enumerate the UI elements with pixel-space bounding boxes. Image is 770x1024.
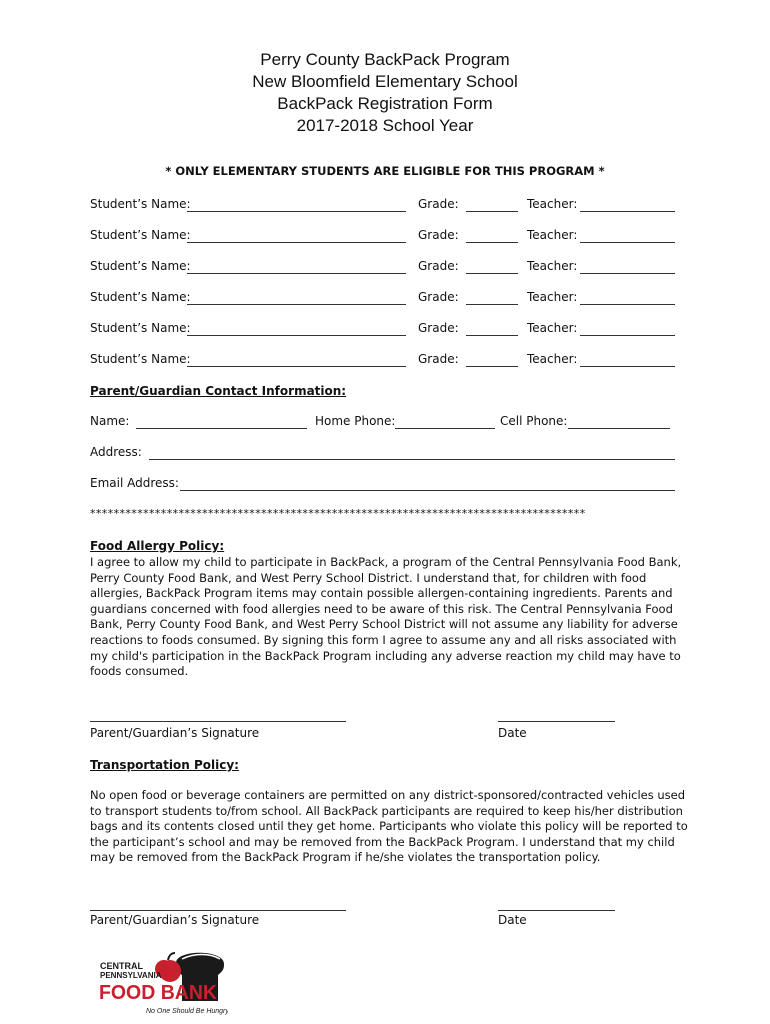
grade-field[interactable] — [466, 335, 518, 336]
grade-label: Grade: — [418, 197, 459, 211]
email-label: Email Address: — [90, 476, 179, 490]
allergy-signature-label: Parent/Guardian’s Signature — [90, 726, 260, 740]
grade-field[interactable] — [466, 366, 518, 367]
teacher-field[interactable] — [580, 366, 675, 367]
grade-label: Grade: — [418, 352, 459, 366]
grade-label: Grade: — [418, 321, 459, 335]
transportation-heading: Transportation Policy: — [90, 758, 239, 772]
cell-phone-label: Cell Phone: — [500, 414, 568, 428]
student-name-field[interactable] — [187, 366, 406, 367]
teacher-field[interactable] — [580, 242, 675, 243]
teacher-field[interactable] — [580, 273, 675, 274]
student-name-field[interactable] — [187, 335, 406, 336]
grade-label: Grade: — [418, 290, 459, 304]
student-name-label: Student’s Name: — [90, 197, 191, 211]
student-name-label: Student’s Name: — [90, 290, 191, 304]
student-name-field[interactable] — [187, 304, 406, 305]
school-year: 2017-2018 School Year — [296, 116, 474, 135]
student-name-label: Student’s Name: — [90, 321, 191, 335]
teacher-field[interactable] — [580, 335, 675, 336]
student-name-label: Student’s Name: — [90, 259, 191, 273]
school-name: New Bloomfield Elementary School — [252, 72, 518, 91]
grade-field[interactable] — [466, 211, 518, 212]
allergy-date-label: Date — [498, 726, 527, 740]
email-field[interactable] — [180, 490, 675, 491]
teacher-label: Teacher: — [527, 259, 578, 273]
transport-signature-label: Parent/Guardian’s Signature — [90, 913, 260, 927]
teacher-label: Teacher: — [527, 352, 578, 366]
cell-phone-field[interactable] — [568, 428, 670, 429]
contact-heading: Parent/Guardian Contact Information: — [90, 384, 347, 398]
food-allergy-heading: Food Allergy Policy: — [90, 539, 225, 553]
food-bank-logo — [98, 945, 228, 1017]
transportation-text: No open food or beverage containers are permitted on any district-sponsored/contracted vehicles used to transport students to/from school. All BackPack participants are required to keep his/her distribution bags and its contents closed until they get home. Participants who violate this policy will be reported to the participant’s school and may be removed from the BackPack Program. I understand that my child may be removed from the BackPack Program if he/she violates the transportation policy. — [90, 788, 688, 865]
allergy-date-field[interactable] — [498, 721, 615, 722]
logo-line2: PENNSYLVANIA — [100, 971, 162, 980]
home-phone-field[interactable] — [395, 428, 495, 429]
student-name-label: Student’s Name: — [90, 228, 191, 242]
teacher-label: Teacher: — [527, 290, 578, 304]
logo-tagline: No One Should Be Hungry — [146, 1008, 228, 1015]
allergy-signature-field[interactable] — [90, 721, 346, 722]
eligibility-notice: * ONLY ELEMENTARY STUDENTS ARE ELIGIBLE FOR THIS PROGRAM * — [165, 164, 605, 178]
food-bank-logo-graphic — [98, 945, 228, 1017]
teacher-label: Teacher: — [527, 228, 578, 242]
transport-date-field[interactable] — [498, 910, 615, 911]
home-phone-label: Home Phone: — [315, 414, 396, 428]
teacher-label: Teacher: — [527, 197, 578, 211]
food-allergy-text: I agree to allow my child to participate in BackPack, a program of the Central Pennsylvania Food Bank, Perry County Food Bank, and West Perry School District. I understand that, for children with food allergies, BackPack Program items may contain possible allergen-containing ingredients. Parents and guardians concerned with food allergies need to be aware of this risk. The Central Pennsylvania Food Bank, Perry County Food Bank, and West Perry School District will not assume any liability for adverse reactions to foods consumed. By signing this form I agree to assume any and all risks associated with my child's participation in the BackPack Program including any adverse reaction my child may have to foods consumed. — [90, 555, 682, 679]
form-title: BackPack Registration Form — [277, 94, 493, 113]
program-title: Perry County BackPack Program — [260, 50, 510, 69]
student-name-field[interactable] — [187, 211, 406, 212]
transport-signature-field[interactable] — [90, 910, 346, 911]
logo-line3: FOOD BANK — [99, 982, 218, 1004]
transport-date-label: Date — [498, 913, 527, 927]
student-name-field[interactable] — [187, 273, 406, 274]
student-name-field[interactable] — [187, 242, 406, 243]
grade-label: Grade: — [418, 228, 459, 242]
contact-name-field[interactable] — [136, 428, 307, 429]
teacher-field[interactable] — [580, 211, 675, 212]
grade-label: Grade: — [418, 259, 459, 273]
grade-field[interactable] — [466, 304, 518, 305]
teacher-label: Teacher: — [527, 321, 578, 335]
contact-name-label: Name: — [90, 414, 130, 428]
address-field[interactable] — [149, 459, 675, 460]
address-label: Address: — [90, 445, 142, 459]
teacher-field[interactable] — [580, 304, 675, 305]
grade-field[interactable] — [466, 273, 518, 274]
separator-line: ************************************************************************************ — [90, 507, 586, 520]
grade-field[interactable] — [466, 242, 518, 243]
student-name-label: Student’s Name: — [90, 352, 191, 366]
logo-line1: CENTRAL — [100, 961, 143, 971]
